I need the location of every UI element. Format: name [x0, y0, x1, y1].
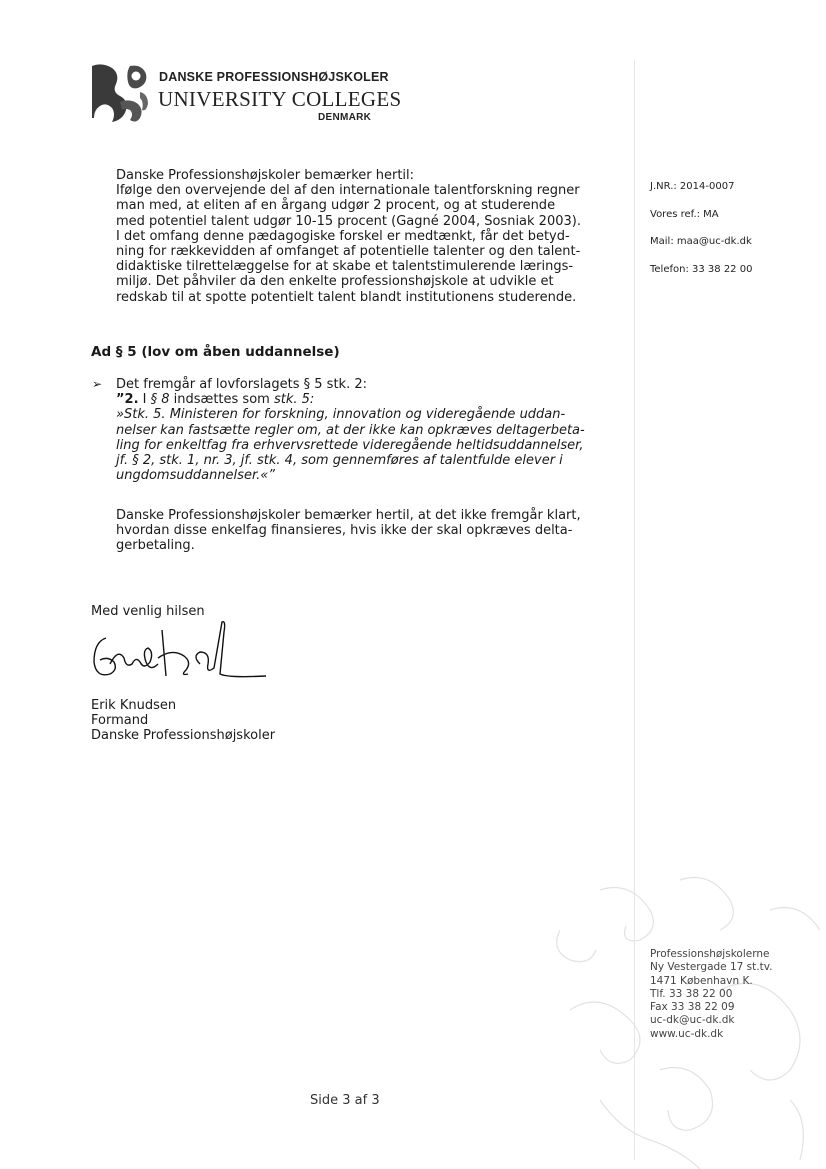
text-line: Danske Professionshøjskoler bemærker hertil, at det ikke fremgår klart,: [116, 508, 581, 523]
closing-greeting: Med venlig hilsen: [91, 604, 205, 619]
address-line: uc-dk@uc-dk.dk: [650, 1014, 735, 1027]
quote-number: ”2.: [116, 392, 139, 408]
address-line: Fax 33 38 22 09: [650, 1001, 735, 1014]
our-reference: Vores ref.: MA: [650, 208, 719, 220]
text-line: gerbetaling.: [116, 538, 195, 554]
signer-name: Erik Knudsen: [91, 698, 177, 713]
text-line: ning for rækkevidden af omfanget af potentielle talenter og den talent-: [116, 244, 581, 260]
address-line: 1471 København K.: [650, 974, 753, 987]
signature-icon: [88, 618, 268, 690]
response-paragraph: [116, 168, 616, 305]
text-line: redskab til at spotte potentielt talent blandt institutionens studerende.: [116, 289, 577, 305]
signer-title: Formand: [91, 713, 149, 729]
address-line: www.uc-dk.dk: [650, 1027, 724, 1040]
quote-stk-ref: stk. 5:: [273, 392, 315, 408]
text-line: I det omfang denne pædagogiske forskel er medtænkt, får det betyd-: [116, 228, 570, 244]
signer-block: [91, 698, 275, 744]
text-line: Danske Professionshøjskoler bemærker hertil:: [116, 168, 415, 183]
address-block: [650, 948, 772, 1041]
response-paragraph-2: [116, 508, 616, 554]
org-country: DENMARK: [318, 112, 372, 123]
address-line: Professionshøjskolerne: [650, 948, 770, 960]
quote-line: »Stk. 5. Ministeren for forskning, innovation og videregående uddan-: [116, 407, 566, 423]
quote-text: indsættes som: [169, 392, 274, 408]
quote-header: [116, 392, 616, 407]
university-colleges-logo-icon: [90, 62, 150, 124]
journal-number: J.NR.: 2014-0007: [650, 181, 735, 192]
bullet-arrow-icon: ➢: [92, 377, 103, 391]
text-line: miljø. Det påhviler da den enkelte professionshøjskole at udvikle et: [116, 274, 554, 290]
section-heading: Ad § 5 (lov om åben uddannelse): [91, 344, 340, 360]
bullet-intro: Det fremgår af lovforslagets § 5 stk. 2:: [116, 377, 367, 392]
quote-line: nelser kan fastsætte regler om, at der ikke kan opkræves deltagerbeta-: [116, 422, 585, 438]
quote-section-ref: § 8: [150, 392, 170, 408]
address-line: Ny Vestergade 17 st.tv.: [650, 961, 773, 974]
bullet-item: [116, 377, 616, 483]
text-line: Ifølge den overvejende del af den internationale talentforskning regner: [116, 183, 580, 199]
org-name-english: UNIVERSITY COLLEGES: [158, 87, 402, 111]
text-line: didaktiske tilrettelæggelse for at skabe et talentstimulerende lærings-: [116, 259, 574, 275]
reference-sidebar: [650, 180, 752, 290]
quote-line: jf. § 2, stk. 1, nr. 3, jf. stk. 4, som gennemføres af talentfulde elever i: [116, 453, 563, 469]
quote-text: I: [138, 392, 151, 408]
address-line: Tlf. 33 38 22 00: [650, 987, 733, 1000]
text-line: man med, at eliten af en årgang udgør 2 procent, og at studerende: [116, 198, 556, 214]
contact-phone: Telefon: 33 38 22 00: [650, 263, 753, 275]
quote-line: ling for enkeltfag fra erhvervsrettede videregående heltidsuddannelser,: [116, 437, 584, 453]
contact-mail: Mail: maa@uc-dk.dk: [650, 236, 752, 247]
text-line: med potentiel talent udgør 10-15 procent (Gagné 2004, Sosniak 2003).: [116, 213, 581, 229]
text-line: hvordan disse enkelfag finansieres, hvis ikke der skal opkræves delta-: [116, 523, 573, 539]
signer-org: Danske Professionshøjskoler: [91, 728, 276, 744]
org-name-danish: DANSKE PROFESSIONSHØJSKOLER: [159, 70, 389, 84]
quote-line: ungdomsuddannelser.«”: [116, 468, 275, 484]
page-number: Side 3 af 3: [310, 1093, 380, 1108]
